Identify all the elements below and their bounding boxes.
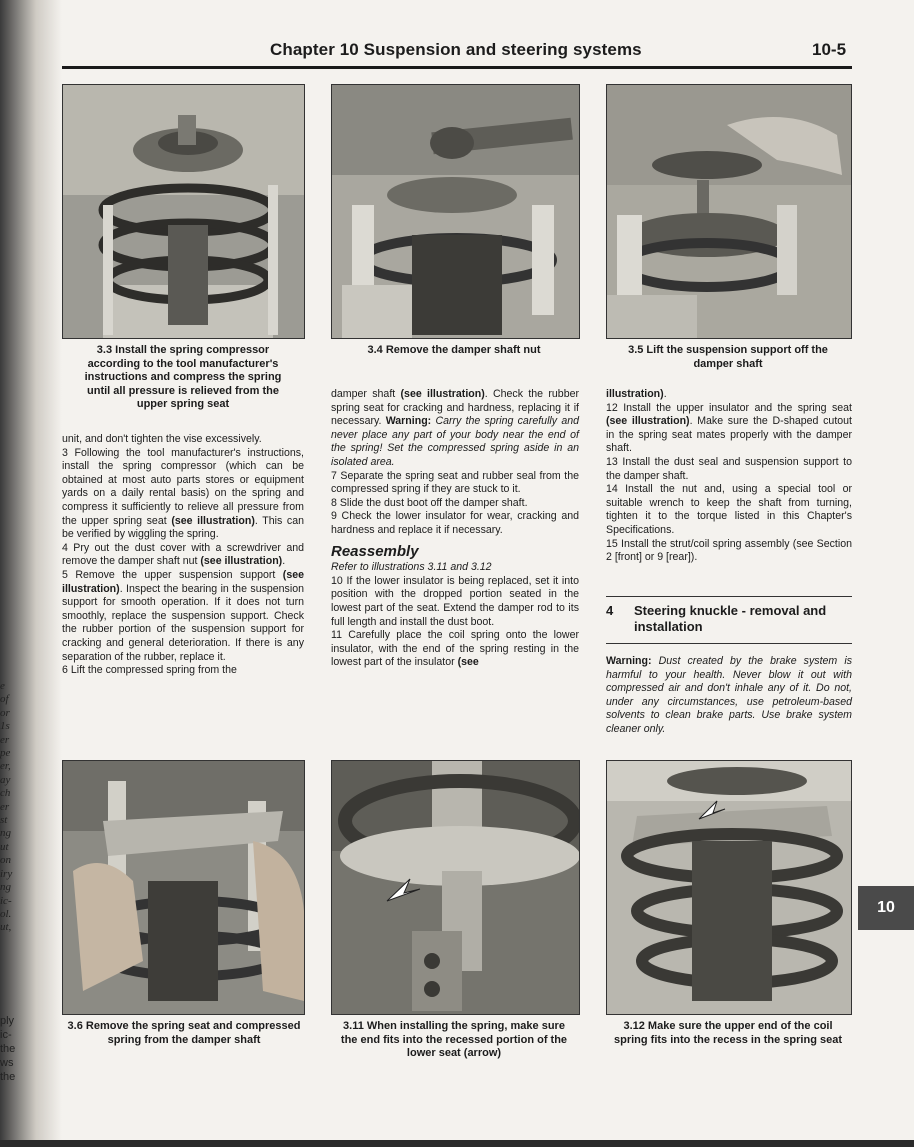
paragraph-4: 4 Pry out the dust cover with a screwdriver and remove the damper shaft nut (see illustration). [62,541,304,568]
paragraph-11: 11 Carefully place the coil spring onto the lower insulator, with the end of the spring resting in the lowest part of the insulator (see [331,629,579,669]
photo-3-3 [62,84,305,339]
photo-3-4 [331,84,580,339]
caption-3-4: 3.4 Remove the damper shaft nut [367,344,541,356]
photo-3-11 [331,760,580,1015]
section-title: Steering knuckle - removal and installation [634,603,827,634]
page-gutter [0,0,62,1147]
paragraph-illustration: illustration). [606,388,667,400]
caption-3-12: 3.12 Make sure the upper end of the coil spring fits into the recess in the spring seat [614,1020,842,1046]
section-rule-top [606,596,852,597]
photo-3-12 [606,760,852,1015]
caption-3-6: 3.6 Remove the spring seat and compressed spring from the damper shaft [67,1020,301,1046]
paragraph-6: 6 Lift the compressed spring from the [62,664,237,677]
adjacent-page-text-lower: ply ic- the ws the [0,1015,16,1083]
page-number: 10-5 [812,40,847,59]
adjacent-page-text: e of or 1s er pe er, ay ch er st ng ut on iry ng ic- ol. ut, [0,680,13,934]
warning-label: Warning: [606,655,652,667]
warning-text: Dust created by the brake system is harmful to your health. Never blow it out with compressed air and don't inhale any of it. Do not, under any circumstances, use petroleum-based solvents to clean brake parts. Use brake system cleaner only. [606,655,852,735]
paragraph-10: 10 If the lower insulator is being replaced, set it into position with the dropped portion seated in the lowest part of the seat. Extend the damper rod to its full length and install the dust boot. [331,574,579,628]
caption-3-5: 3.5 Lift the suspension support off the damper shaft [628,344,828,370]
paragraph-3: 3 Following the tool manufacturer's instructions, install the spring compressor (which can be obtained at most auto parts stores or equipment yards on a daily rental basis) on the spring and compress it sufficiently to relieve all pressure from the upper spring seat (see illustration). This can be verified by wiggling the spring. [62,446,304,541]
reassembly-ref: Refer to illustrations 3.11 and 3.12 [331,561,492,574]
caption-3-3: 3.3 Install the spring compressor according to the tool manufacturer's instructions and compress the spring until all pressure is relieved from the upper spring seat [84,344,282,410]
header-rule [62,66,852,69]
photo-3-6 [62,760,305,1015]
paragraph-12: 12 Install the upper insulator and the spring seat (see illustration). Make sure the D-shaped cutout in the spring seat mates properly with the damper shaft. [606,401,852,455]
paragraph-5: 5 Remove the upper suspension support (see illustration). Inspect the bearing in the suspension support for smooth operation. If it does not turn smoothly, replace the suspension support. Check the rubber portion of the suspension support for cracking and general deterioration. If there is any separation of the rubber, replace it. [62,568,304,663]
chapter-tab: 10 [858,886,914,930]
photo-3-5 [606,84,852,339]
chapter-title: Chapter 10 Suspension and steering systems [270,40,642,59]
paragraph-7: 7 Separate the spring seat and rubber seal from the compressed spring if they are stuck to it. [331,469,579,496]
paragraph-damper: damper shaft (see illustration). Check the rubber spring seat for cracking and hardness, replacing it if necessary. Warning: Carry the spring carefully and never place any part of your body near the end of the spring! Set the compressed spring aside in an isolated area. [331,388,580,468]
paragraph-unit: unit, and don't tighten the vise excessively. [62,433,262,445]
text-column-2 [331,388,579,670]
paragraph-14: 14 Install the nut and, using a special tool or suitable wrench to keep the shaft from turning, tighten it to the torque listed in this Chapter's Specifications. [606,483,852,536]
text-column-1 [62,433,304,678]
bottom-edge [0,1140,914,1147]
section-rule-bottom [606,643,852,644]
warning-block [606,655,852,737]
paragraph-15: 15 Install the strut/coil spring assembly (see Section 2 [front] or 9 [rear]). [606,537,852,564]
paragraph-9: 9 Check the lower insulator for wear, cracking and hardness and replace it if necessary. [331,510,579,536]
reassembly-heading: Reassembly [331,542,419,560]
paragraph-13: 13 Install the dust seal and suspension support to the damper shaft. [606,455,852,482]
text-column-3 [606,388,852,565]
caption-3-11: 3.11 When installing the spring, make sure the end fits into the recessed portion of the lower seat (arrow) [340,1020,568,1059]
paragraph-8: 8 Slide the dust boot off the damper shaft. [331,496,528,509]
section-number: 4 [606,603,614,618]
